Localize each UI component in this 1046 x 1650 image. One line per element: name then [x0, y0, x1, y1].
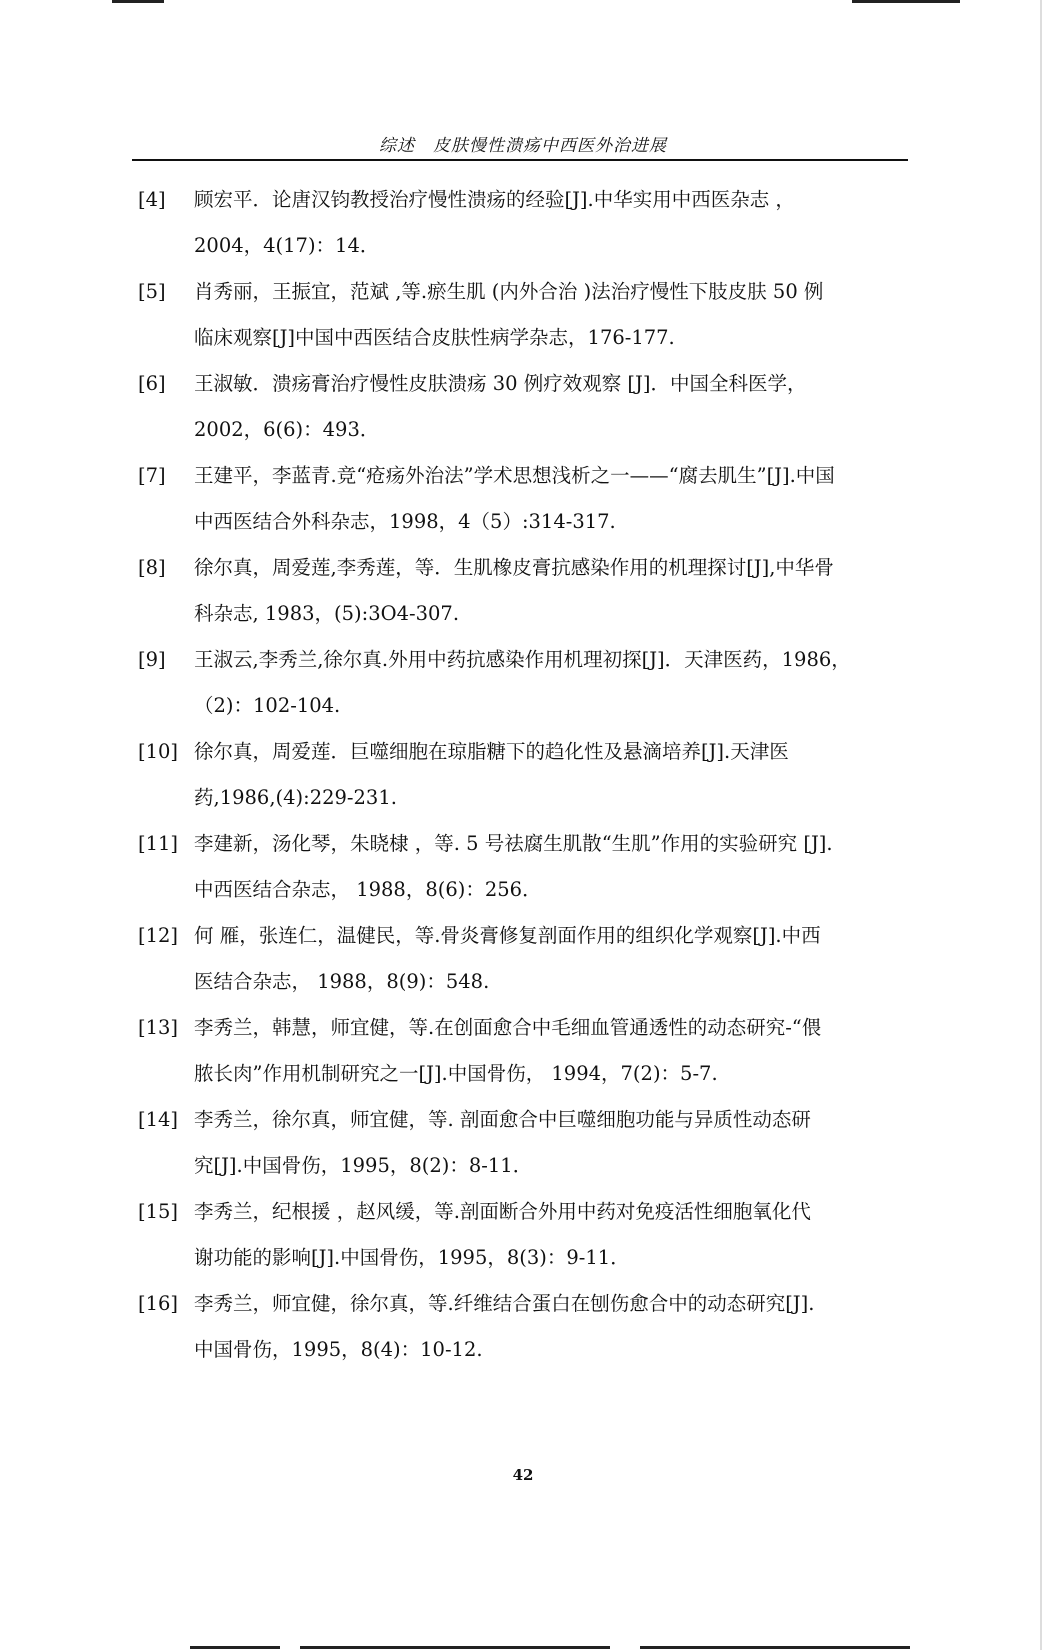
reference-item [138, 729, 908, 821]
reference-line-1: 王淑云,李秀兰,徐尔真.外用中药抗感染作用机理初探[J]．天津医药，1986， [194, 648, 851, 671]
reference-item [138, 1097, 908, 1189]
reference-line-1: 王建平，李蓝青.竞“疮疡外治法”学术思想浅析之一——“腐去肌生”[J].中国 [194, 464, 835, 487]
reference-number: [5] [138, 280, 166, 303]
reference-number: [15] [138, 1200, 179, 1223]
reference-item [138, 913, 908, 1005]
reference-line-2: 中国骨伤，1995，8(4)：10-12. [194, 1338, 483, 1361]
reference-number: [8] [138, 556, 166, 579]
reference-number: [13] [138, 1016, 179, 1039]
reference-number: [7] [138, 464, 166, 487]
header-rule [132, 159, 908, 161]
reference-line-1: 何 雁，张连仁，温健民，等.骨炎膏修复剖面作用的组织化学观察[J].中西 [194, 924, 821, 947]
reference-line-2: 2004，4(17)：14． [194, 234, 380, 257]
reference-number: [11] [138, 832, 179, 855]
reference-number: [14] [138, 1108, 179, 1131]
reference-line-2: 究[J].中国骨伤，1995，8(2)：8-11． [194, 1154, 533, 1177]
reference-item [138, 637, 908, 729]
reference-line-1: 肖秀丽，王振宜，范斌 ,等.瘀生肌 (内外合治 )法治疗慢性下肢皮肤 50 例 [194, 280, 824, 303]
reference-line-1: 李建新，汤化琴，朱晓棣 ，等. 5 号祛腐生肌散“生肌”作用的实验研究 [J]. [194, 832, 833, 855]
reference-number: [4] [138, 188, 166, 211]
reference-line-1: 李秀兰，师宜健，徐尔真，等.纤维结合蛋白在刨伤愈合中的动态研究[J]. [194, 1292, 815, 1315]
reference-number: [16] [138, 1292, 179, 1315]
reference-item [138, 821, 908, 913]
reference-item [138, 269, 908, 361]
reference-line-2: 药,1986,(4):229-231. [194, 786, 397, 809]
reference-item [138, 545, 908, 637]
scan-mark-bottom-3 [640, 1646, 910, 1649]
reference-line-2: 谢功能的影响[J].中国骨伤，1995，8(3)：9-11． [194, 1246, 630, 1269]
scan-mark-top-left [112, 0, 164, 3]
page-number: 42 [512, 1466, 534, 1484]
reference-number: [10] [138, 740, 179, 763]
reference-line-1: 徐尔真，周爱莲,李秀莲，等．生肌橡皮膏抗感染作用的机理探讨[J],中华骨 [194, 556, 834, 579]
reference-line-2: 医结合杂志， 1988，8(9)：548. [194, 970, 490, 993]
reference-line-1: 王淑敏．溃疡膏治疗慢性皮肤溃疡 30 例疗效观察 [J]．中国全科医学， [194, 372, 807, 395]
reference-line-2: 科杂志, 1983，(5):3O4-307. [194, 602, 460, 625]
reference-line-1: 李秀兰，徐尔真，师宜健，等. 剖面愈合中巨噬细胞功能与异质性动态研 [194, 1108, 811, 1131]
reference-item [138, 361, 908, 453]
reference-item [138, 1281, 908, 1373]
reference-line-2: 临床观察[J]中国中西医结合皮肤性病学杂志，176-177. [194, 326, 675, 349]
reference-number: [9] [138, 648, 166, 671]
scan-mark-bottom-1 [190, 1646, 280, 1649]
scan-mark-right-edge [1040, 0, 1042, 1650]
reference-line-2: 脓长肉”作用机制研究之一[J].中国骨伤， 1994，7(2)：5-7. [194, 1062, 718, 1085]
reference-line-2: 中西医结合外科杂志，1998，4（5）:314-317. [194, 510, 616, 533]
reference-line-2: （2)：102-104. [194, 694, 341, 717]
reference-item [138, 1005, 908, 1097]
reference-number: [12] [138, 924, 179, 947]
scan-mark-bottom-2 [300, 1646, 610, 1649]
reference-list [138, 177, 908, 1373]
reference-line-1: 李秀兰，韩慧，师宜健，等.在创面愈合中毛细血管通透性的动态研究-“偎 [194, 1016, 822, 1039]
running-header: 综述 皮肤慢性溃疡中西医外治进展 [379, 136, 667, 156]
reference-line-1: 徐尔真，周爱莲．巨噬细胞在琼脂糖下的趋化性及悬滴培养[J].天津医 [194, 740, 789, 763]
reference-item [138, 453, 908, 545]
reference-line-1: 李秀兰，纪根援 ，赵风缓，等.剖面断合外用中药对免疫活性细胞氧化代 [194, 1200, 811, 1223]
reference-line-2: 2002，6(6)：493． [194, 418, 380, 441]
reference-line-1: 顾宏平．论唐汉钧教授治疗慢性溃疡的经验[J].中华实用中西医杂志 ， [194, 188, 795, 211]
reference-item [138, 1189, 908, 1281]
reference-item [138, 177, 908, 269]
reference-line-2: 中西医结合杂志， 1988，8(6)：256． [194, 878, 542, 901]
scan-mark-top-right [852, 0, 960, 3]
reference-number: [6] [138, 372, 166, 395]
